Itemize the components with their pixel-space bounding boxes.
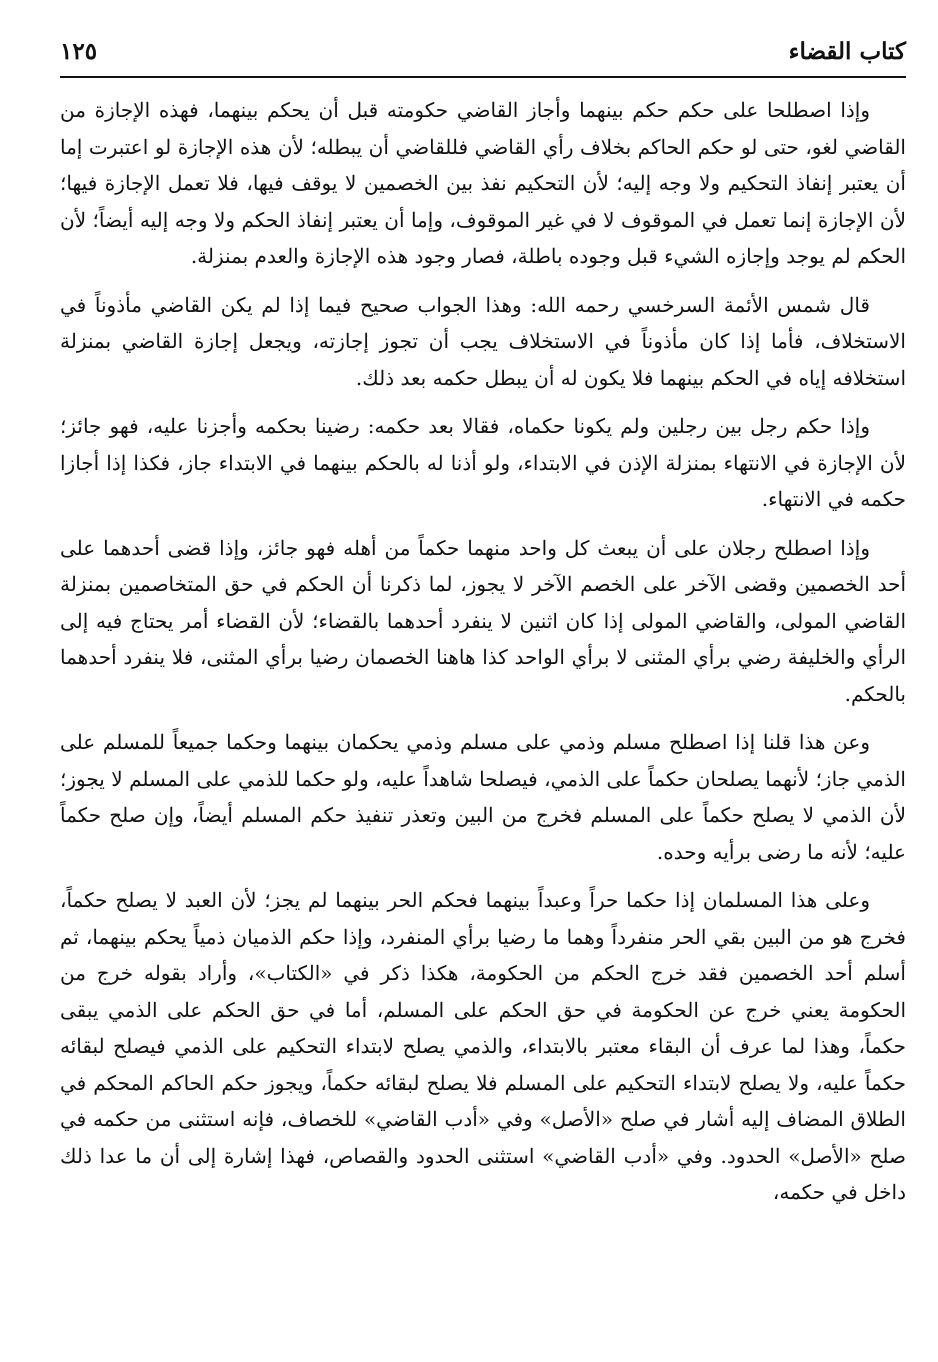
page-header <box>60 38 906 72</box>
running-title: كتاب القضاء <box>788 38 906 65</box>
paragraph-6: وعلى هذا المسلمان إذا حكما حراً وعبداً بينهما فحكم الحر بينهما لم يجز؛ لأن العبد لا يصلح حكماً، فخرج هو من البين بقي الحر منفرداً وهما ما رضيا برأي المنفرد، وإذا حكم الذميان ذمياً يحكم بينهما، ثم أسلم أحد الخصمين فقد خرج الحكم من الحكومة، هكذا ذكر في «الكتاب»، وأراد بقوله خرج من الحكومة يعني خرج عن الحكومة في حق الحكم على المسلم، أما في حق الحكم على الذمي يبقى حكماً، وهذا لما عرف أن البقاء معتبر بالابتداء، والذمي يصلح لابتداء التحكيم على الذمي فيصلح لبقائه حكماً عليه، ولا يصلح لابتداء التحكيم على المسلم فلا يصلح لبقائه حكماً، ويجوز حكم الحاكم المحكم في الطلاق المضاف إليه أشار في صلح «الأصل» وفي «أدب القاضي» للخصاف، فإنه استثنى من حكمه في صلح «الأصل» الحدود. وفي «أدب القاضي» استثنى الحدود والقصاص، فهذا إشارة إلى أن ما عدا ذلك داخل في حكمه، <box>60 888 907 1204</box>
body-text <box>60 92 906 1223</box>
paragraph-5: وعن هذا قلنا إذا اصطلح مسلم وذمي على مسلم وذمي يحكمان بينهما وحكما جميعاً للمسلم على الذمي جاز؛ لأنهما يصلحان حكماً على الذمي، فيصلحا شاهداً عليه، ولو حكما للذمي على المسلم لا يجوز؛ لأن الذمي لا يصلح حكماً على المسلم فخرج من البين وتعذر تنفيذ حكم المسلم أيضاً، وإن صلح حكماً عليه؛ لأنه ما رضى برأيه وحده. <box>60 730 906 864</box>
paragraph-4: وإذا اصطلح رجلان على أن يبعث كل واحد منهما حكماً من أهله فهو جائز، وإذا قضى أحدهما على أحد الخصمين وقضى الآخر على الخصم الآخر لا يجوز، لما ذكرنا أن الحكم في حق المتخاصمين بمنزلة القاضي المولى، والقاضي المولى إذا كان اثنين لا ينفرد أحدهما بالقضاء؛ لأن القضاء أمر يحتاج فيه إلى الرأي والخليفة رضي برأي المثنى لا برأي الواحد كذا هاهنا الخصمان رضيا برأي المثنى، فلا ينفرد أحدهما بالحكم. <box>60 535 906 706</box>
page-number: ١٢٥ <box>60 38 98 65</box>
paragraph-3: وإذا حكم رجل بين رجلين ولم يكونا حكماه، فقالا بعد حكمه: رضينا بحكمه وأجزنا عليه، فهو جائز؛ لأن الإجازة في الانتهاء بمنزلة الإذن في الابتداء، ولو أذنا له بالحكم بينهما في الابتداء جاز، فكذا إذا أجازا حكمه في الانتهاء. <box>60 414 906 511</box>
header-rule <box>60 76 906 78</box>
paragraph-2: قال شمس الأئمة السرخسي رحمه الله: وهذا الجواب صحيح فيما إذا لم يكن القاضي مأذوناً في الاستخلاف، فأما إذا كان مأذوناً في الاستخلاف يجب أن تجوز إجازته، ويجعل إجازة القاضي بمنزلة استخلافه إياه في الحكم بينهما فلا يكون له أن يبطل حكمه بعد ذلك. <box>60 292 906 390</box>
paragraph-1: وإذا اصطلحا على حكم حكم بينهما وأجاز القاضي حكومته قبل أن يحكم بينهما، فهذه الإجازة من القاضي لغو، حتى لو حكم الحاكم بخلاف رأي القاضي فللقاضي أن يبطله؛ لأن هذه الإجازة لو اعتبرت إما أن يعتبر إنفاذ التحكيم ولا وجه إليه؛ لأن التحكيم نفذ بين الخصمين لا يوقف فيها، فلا تعمل الإجازة فيها؛ لأن الإجازة إنما تعمل في الموقوف لا في غير الموقوف، وإما أن يعتبر إنفاذ الحكم ولا وجه إليه أيضاً؛ لأن الحكم لم يوجد وإجازه الشيء قبل وجوده باطلة، فصار وجود هذه الإجازة والعدم بمنزلة. <box>60 98 906 268</box>
